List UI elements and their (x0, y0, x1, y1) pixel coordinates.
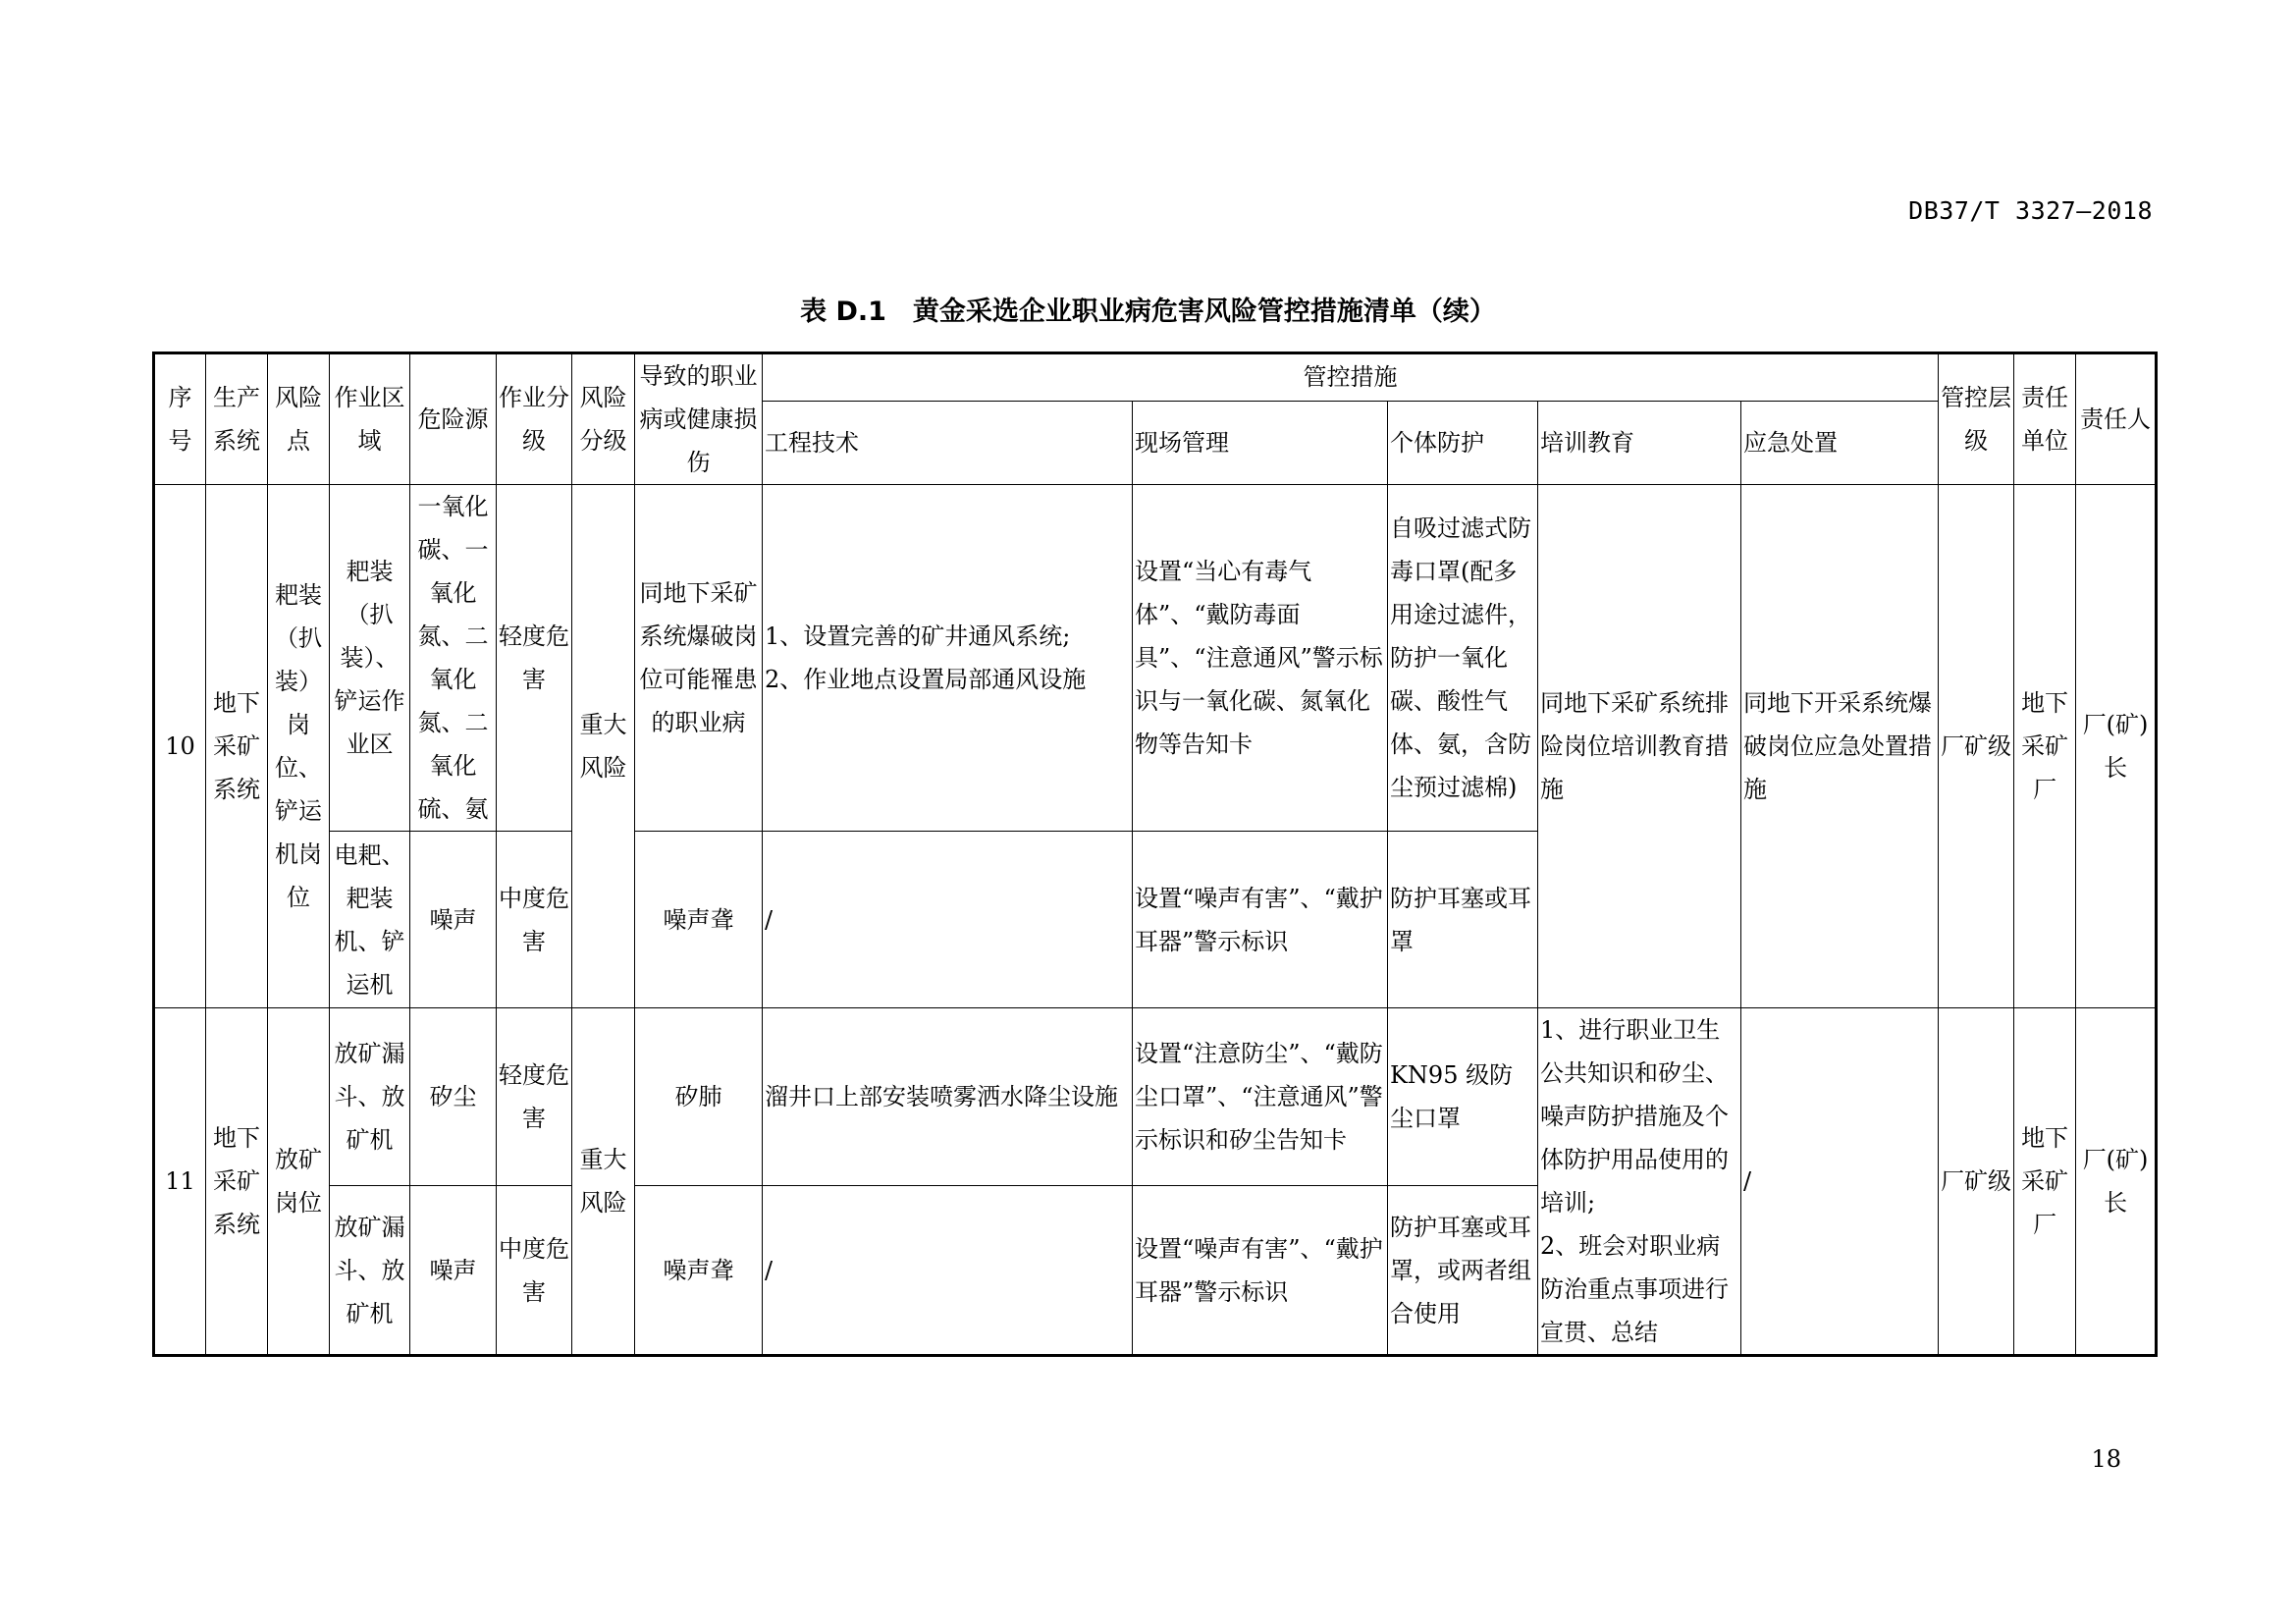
seq-cell: 11 (154, 1008, 206, 1356)
document-code: DB37/T 3327—2018 (1908, 196, 2153, 225)
area-cell: 电耙、耙装机、铲运机 (330, 832, 410, 1008)
risk-grade-cell: 重大风险 (572, 485, 635, 1008)
header-unit: 责任单位 (2014, 353, 2076, 485)
disease-cell: 噪声聋 (635, 1186, 763, 1356)
engineering-cell: / (763, 1186, 1133, 1356)
unit-cell: 地下采矿厂 (2014, 485, 2076, 1008)
system-cell: 地下采矿系统 (206, 1008, 268, 1356)
training-cell: 1、进行职业卫生公共知识和矽尘、噪声防护措施及个体防护用品使用的培训; 2、班会对职业病防治重点事项进行宣贯、总结 (1538, 1008, 1741, 1356)
risk-control-table (152, 352, 2158, 1357)
hazard-source-cell: 噪声 (410, 832, 497, 1008)
header-area: 作业区域 (330, 353, 410, 485)
table-row (154, 1008, 2157, 1186)
header-person: 责任人 (2076, 353, 2157, 485)
work-grade-cell: 中度危害 (497, 1186, 572, 1356)
site-mgmt-cell: 设置“噪声有害”、“戴护耳器”警示标识 (1133, 1186, 1388, 1356)
site-mgmt-cell: 设置“注意防尘”、“戴防尘口罩”、“注意通风”警示标识和矽尘告知卡 (1133, 1008, 1388, 1186)
header-ppe: 个体防护 (1388, 401, 1538, 484)
area-cell: 放矿漏斗、放矿机 (330, 1008, 410, 1186)
person-cell: 厂(矿)长 (2076, 1008, 2157, 1356)
disease-cell: 噪声聋 (635, 832, 763, 1008)
site-mgmt-cell: 设置“当心有毒气体”、“戴防毒面具”、“注意通风”警示标识与一氧化碳、氮氧化物等告知卡 (1133, 485, 1388, 832)
hazard-source-cell: 噪声 (410, 1186, 497, 1356)
header-risk-point: 风险点 (268, 353, 330, 485)
unit-cell: 地下采矿厂 (2014, 1008, 2076, 1356)
risk-point-cell: 放矿岗位 (268, 1008, 330, 1356)
emergency-cell: / (1741, 1008, 1939, 1356)
area-cell: 放矿漏斗、放矿机 (330, 1186, 410, 1356)
control-level-cell: 厂矿级 (1939, 1008, 2014, 1356)
header-seq: 序号 (154, 353, 206, 485)
header-work-grade: 作业分级 (497, 353, 572, 485)
engineering-cell: / (763, 832, 1133, 1008)
header-system: 生产系统 (206, 353, 268, 485)
work-grade-cell: 轻度危害 (497, 485, 572, 832)
page-number: 18 (2091, 1445, 2121, 1473)
person-cell: 厂(矿)长 (2076, 485, 2157, 1008)
area-cell: 耙装（扒装）、铲运作业区 (330, 485, 410, 832)
training-cell: 同地下采矿系统排险岗位培训教育措施 (1538, 485, 1741, 1008)
control-level-cell: 厂矿级 (1939, 485, 2014, 1008)
header-emergency: 应急处置 (1741, 401, 1939, 484)
system-cell: 地下采矿系统 (206, 485, 268, 1008)
engineering-cell: 溜井口上部安装喷雾洒水降尘设施 (763, 1008, 1133, 1186)
ppe-cell: 自吸过滤式防毒口罩(配多用途过滤件，防护一氧化碳、酸性气体、氨，含防尘预过滤棉) (1388, 485, 1538, 832)
ppe-cell: 防护耳塞或耳罩，或两者组合使用 (1388, 1186, 1538, 1356)
header-engineering: 工程技术 (763, 401, 1133, 484)
ppe-cell: 防护耳塞或耳罩 (1388, 832, 1538, 1008)
work-grade-cell: 轻度危害 (497, 1008, 572, 1186)
header-training: 培训教育 (1538, 401, 1741, 484)
ppe-cell: KN95 级防尘口罩 (1388, 1008, 1538, 1186)
disease-cell: 矽肺 (635, 1008, 763, 1186)
disease-cell: 同地下采矿系统爆破岗位可能罹患的职业病 (635, 485, 763, 832)
risk-point-cell: 耙装（扒装）岗位、铲运机岗位 (268, 485, 330, 1008)
table-title: 表 D.1 黄金采选企业职业病危害风险管控措施清单（续） (800, 297, 1496, 327)
emergency-cell: 同地下开采系统爆破岗位应急处置措施 (1741, 485, 1939, 1008)
hazard-source-cell: 一氧化碳、一氧化氮、二氧化氮、二氧化硫、氨 (410, 485, 497, 832)
header-measures: 管控措施 (763, 353, 1939, 402)
risk-grade-cell: 重大风险 (572, 1008, 635, 1356)
header-risk-grade: 风险分级 (572, 353, 635, 485)
seq-cell: 10 (154, 485, 206, 1008)
table-row (154, 485, 2157, 832)
header-control-level: 管控层级 (1939, 353, 2014, 485)
header-hazard-source: 危险源 (410, 353, 497, 485)
hazard-source-cell: 矽尘 (410, 1008, 497, 1186)
engineering-cell: 1、设置完善的矿井通风系统; 2、作业地点设置局部通风设施 (763, 485, 1133, 832)
header-site-mgmt: 现场管理 (1133, 401, 1388, 484)
header-disease: 导致的职业病或健康损伤 (635, 353, 763, 485)
site-mgmt-cell: 设置“噪声有害”、“戴护耳器”警示标识 (1133, 832, 1388, 1008)
work-grade-cell: 中度危害 (497, 832, 572, 1008)
header-row-1 (154, 353, 2157, 402)
